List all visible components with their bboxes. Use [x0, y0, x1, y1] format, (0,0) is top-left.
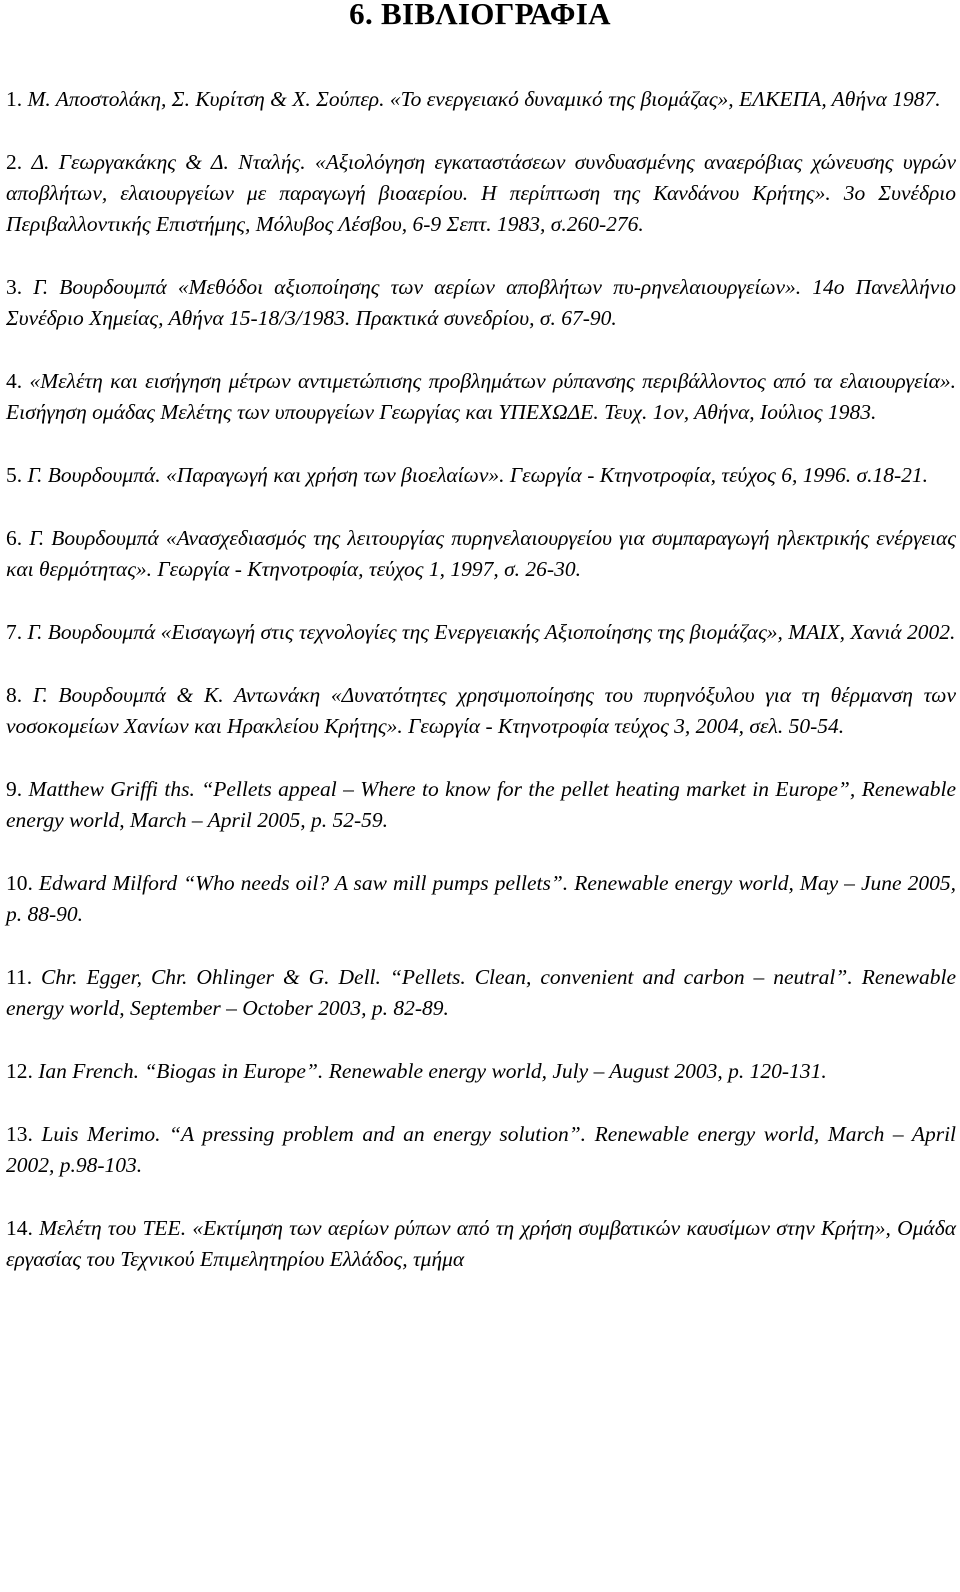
reference-work-title: “Pellets. Clean, convenient and carbon – neutral”. [389, 965, 853, 989]
reference-work-title: «Δυνατότητες χρησιμοποίησης του πυρηνόξυλου για τη θέρμανση των νοσοκομείων Χανίων και Ηρακλείου Κρήτης». [6, 683, 957, 738]
reference-authors: Edward Milford [38, 871, 178, 895]
bibliography-list [6, 84, 956, 1275]
reference-item [6, 84, 956, 115]
reference-authors: Luis Merimo. [41, 1122, 161, 1146]
reference-publication: Γεωργία - Κτηνοτροφία, τεύχος 1, 1997, σ. 26-30. [157, 557, 581, 581]
reference-authors: Γ. Βουρδουμπά & Κ. Αντωνάκη [32, 683, 321, 707]
reference-item [6, 366, 956, 428]
reference-publication: ΜΑΙΧ, Χανιά 2002. [788, 620, 956, 644]
reference-work-title: “A pressing problem and an energy solution”. [169, 1122, 587, 1146]
reference-work-title: «Αξιολόγηση εγκαταστάσεων συνδυασμένης αναερόβιας χώνευσης υγρών αποβλήτων, ελαιουργείων με παραγωγή βιοαερίου. Η περίπτωση της Κανδάνου Κρήτης». [6, 150, 957, 205]
reference-publication: 3ο Συνέδριο Περιβαλλοντικής Επιστήμης, Μόλυβος Λέσβου, 6-9 Σεπτ. 1983, σ.260-276. [6, 181, 957, 236]
reference-publication: Εισήγηση ομάδας Μελέτης των υπουργείων Γεωργίας και ΥΠΕΧΩΔΕ. Τευχ. 1ον, Αθήνα, Ιούλιος 1983. [6, 400, 877, 424]
reference-authors: Δ. Γεωργακάκης & Δ. Νταλής. [31, 150, 306, 174]
reference-authors: Ian French. [38, 1059, 139, 1083]
reference-number: 13. [6, 1122, 33, 1146]
reference-number: 12. [6, 1059, 33, 1083]
reference-authors: Μελέτη του ΤΕΕ. [39, 1216, 187, 1240]
reference-authors: Γ. Βουρδουμπά [33, 275, 167, 299]
reference-publication: Γεωργία - Κτηνοτροφία τεύχος 3, 2004, σελ. 50-54. [408, 714, 845, 738]
reference-number: 4. [6, 369, 23, 393]
reference-number: 14. [6, 1216, 33, 1240]
reference-number: 6. [6, 526, 23, 550]
reference-work-title: «Το ενεργειακό δυναμικό της βιομάζας», [389, 87, 734, 111]
reference-authors: Chr. Egger, Chr. Ohlinger & G. Dell. [41, 965, 381, 989]
reference-item [6, 272, 956, 334]
reference-publication: Ομάδα εργασίας του Τεχνικού Επιμελητηρίου Ελλάδος, τμήμα [6, 1216, 956, 1271]
reference-work-title: «Μεθόδοι αξιοποίησης των αερίων αποβλήτων πυ-ρηνελαιουργείων». [177, 275, 802, 299]
reference-publication: Renewable energy world, May – June 2005, p. 88-90. [6, 871, 956, 926]
reference-item [6, 1213, 956, 1275]
reference-number: 5. [6, 463, 23, 487]
reference-publication: Renewable energy world, July – August 2003, p. 120-131. [328, 1059, 827, 1083]
reference-number: 7. [6, 620, 23, 644]
reference-item [6, 868, 956, 930]
reference-authors: Γ. Βουρδουμπά [27, 620, 156, 644]
reference-item [6, 147, 956, 240]
reference-work-title: «Μελέτη και εισήγηση μέτρων αντιμετώπισης προβλημάτων ρύπανσης περιβάλλοντος από τα ελαιουργεία». [29, 369, 957, 393]
page-title: 6. ΒΙΒΛΙΟΓΡΑΦΙΑ [349, 0, 611, 31]
reference-work-title: “Pellets appeal – Where to know for the pellet heating market in Europe”, [201, 777, 856, 801]
reference-authors: Μ. Αποστολάκη, Σ. Κυρίτση & Χ. Σούπερ. [27, 87, 385, 111]
reference-publication: ΕΛΚΕΠΑ, Αθήνα 1987. [739, 87, 941, 111]
reference-publication: 14ο Πανελλήνιο Συνέδριο Χημείας, Αθήνα 15-18/3/1983. Πρακτικά συνεδρίου, σ. 67-90. [6, 275, 957, 330]
reference-publication: Γεωργία - Κτηνοτροφία, τεύχος 6, 1996. σ.18-21. [509, 463, 929, 487]
reference-item [6, 460, 956, 491]
reference-item [6, 617, 956, 648]
reference-number: 2. [6, 150, 23, 174]
reference-publication: Renewable energy world, March – April 2005, p. 52-59. [6, 777, 957, 832]
reference-number: 1. [6, 87, 23, 111]
reference-number: 8. [6, 683, 23, 707]
reference-work-title: «Εισαγωγή στις τεχνολογίες της Ενεργειακής Αξιοποίησης της βιομάζας», [160, 620, 783, 644]
reference-authors: Γ. Βουρδουμπά. [27, 463, 161, 487]
reference-number: 3. [6, 275, 23, 299]
reference-item [6, 774, 956, 836]
reference-publication: Renewable energy world, September – October 2003, p. 82-89. [6, 965, 957, 1020]
reference-authors: Matthew Griffi ths. [28, 777, 195, 801]
reference-item [6, 1056, 956, 1087]
reference-work-title: «Παραγωγή και χρήση των βιοελαίων». [166, 463, 505, 487]
reference-number: 9. [6, 777, 23, 801]
reference-item [6, 680, 956, 742]
reference-work-title: «Ανασχεδιασμός της λειτουργίας πυρηνελαιουργείου για συμπαραγωγή ηλεκτρικής ενέργειας και θερμότητας». [6, 526, 957, 581]
reference-publication: Renewable energy world, March – April 2002, p.98-103. [6, 1122, 957, 1177]
reference-work-title: “Who needs oil? A saw mill pumps pellets”. [183, 871, 569, 895]
reference-work-title: “Biogas in Europe”. [144, 1059, 324, 1083]
reference-item [6, 1119, 956, 1181]
reference-authors: Γ. Βουρδουμπά [29, 526, 159, 550]
reference-item [6, 523, 956, 585]
reference-work-title: «Εκτίμηση των αερίων ρύπων από τη χρήση συμβατικών καυσίμων στην Κρήτη», [192, 1216, 891, 1240]
reference-number: 11. [6, 965, 33, 989]
reference-item [6, 962, 956, 1024]
reference-number: 10. [6, 871, 33, 895]
